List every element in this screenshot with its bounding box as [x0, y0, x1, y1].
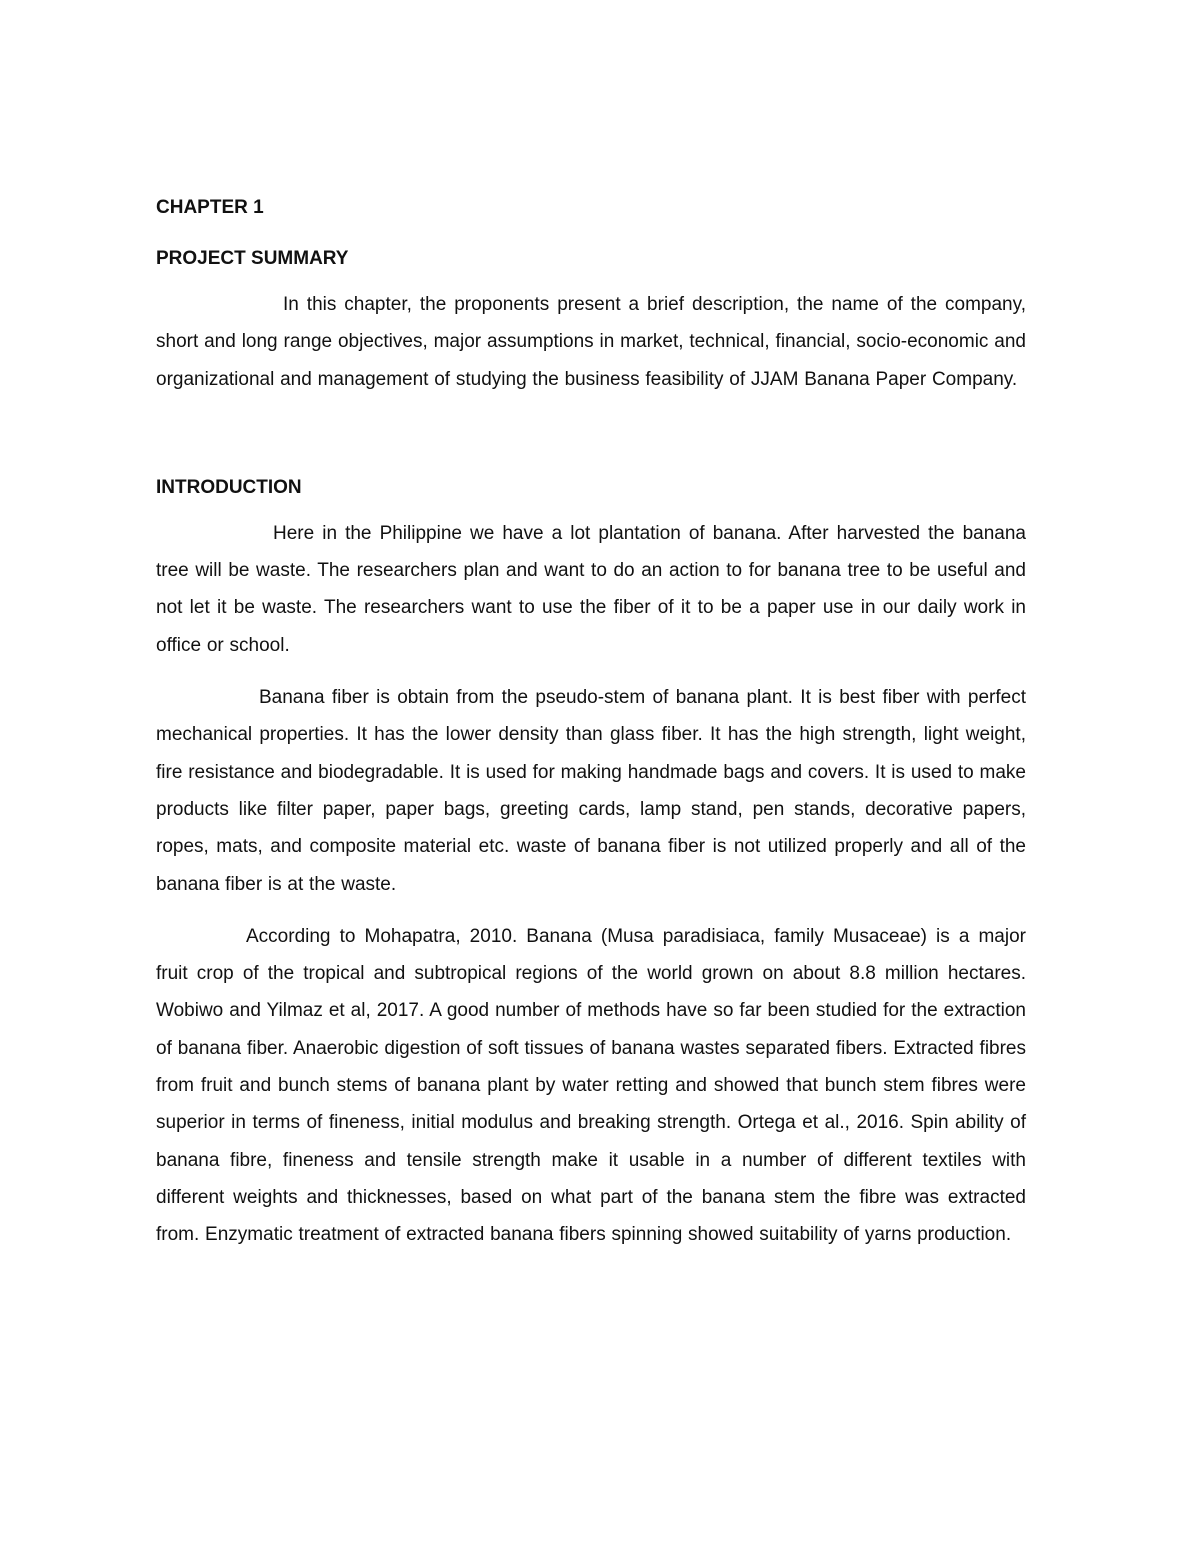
introduction-paragraph-2: Banana fiber is obtain from the pseudo-stem of banana plant. It is best fiber with perfect mechanical properties. It has the lower density than glass fiber. It has the high strength, light weight, fire resistance and biodegradable. It is used for making handmade bags and covers. It is used to make products like filter paper, paper bags, greeting cards, lamp stand, pen stands, decorative papers, ropes, mats, and composite material etc. waste of banana fiber is not utilized properly and all of the banana fiber is at the waste.: [156, 687, 1026, 895]
page-content: [156, 195, 1026, 1254]
introduction-paragraph-1: Here in the Philippine we have a lot plantation of banana. After harvested the banana tree will be waste. The researchers plan and want to do an action to for banana tree to be useful and not let it be waste. The researchers want to use the fiber of it to be a paper use in our daily work in office or school.: [156, 522, 1026, 656]
introduction-heading: INTRODUCTION: [156, 476, 302, 498]
project-summary-paragraph: In this chapter, the proponents present a brief description, the name of the company, short and long range objectives, major assumptions in market, technical, financial, socio-economic and organizational and management of studying the business feasibility of JJAM Banana Paper Company.: [156, 294, 1026, 390]
project-summary-heading: PROJECT SUMMARY: [156, 248, 349, 269]
introduction-paragraph-3: According to Mohapatra, 2010. Banana (Musa paradisiaca, family Musaceae) is a major fruit crop of the tropical and subtropical regions of the world grown on about 8.8 million hectares. Wobiwo and Yilmaz et al, 2017. A good number of methods have so far been studied for the extraction of banana fiber. Anaerobic digestion of soft tissues of banana wastes separated fibers. Extracted fibres from fruit and bunch stems of banana plant by water retting and showed that bunch stem fibres were superior in terms of fineness, initial modulus and breaking strength. Ortega et al., 2016. Spin ability of banana fibre, fineness and tensile strength make it usable in a number of different textiles with different weights and thicknesses, based on what part of the banana stem the fibre was extracted from. Enzymatic treatment of extracted banana fibers spinning showed suitability of yarns production.: [156, 925, 1026, 1246]
chapter-label: CHAPTER 1: [156, 197, 264, 218]
